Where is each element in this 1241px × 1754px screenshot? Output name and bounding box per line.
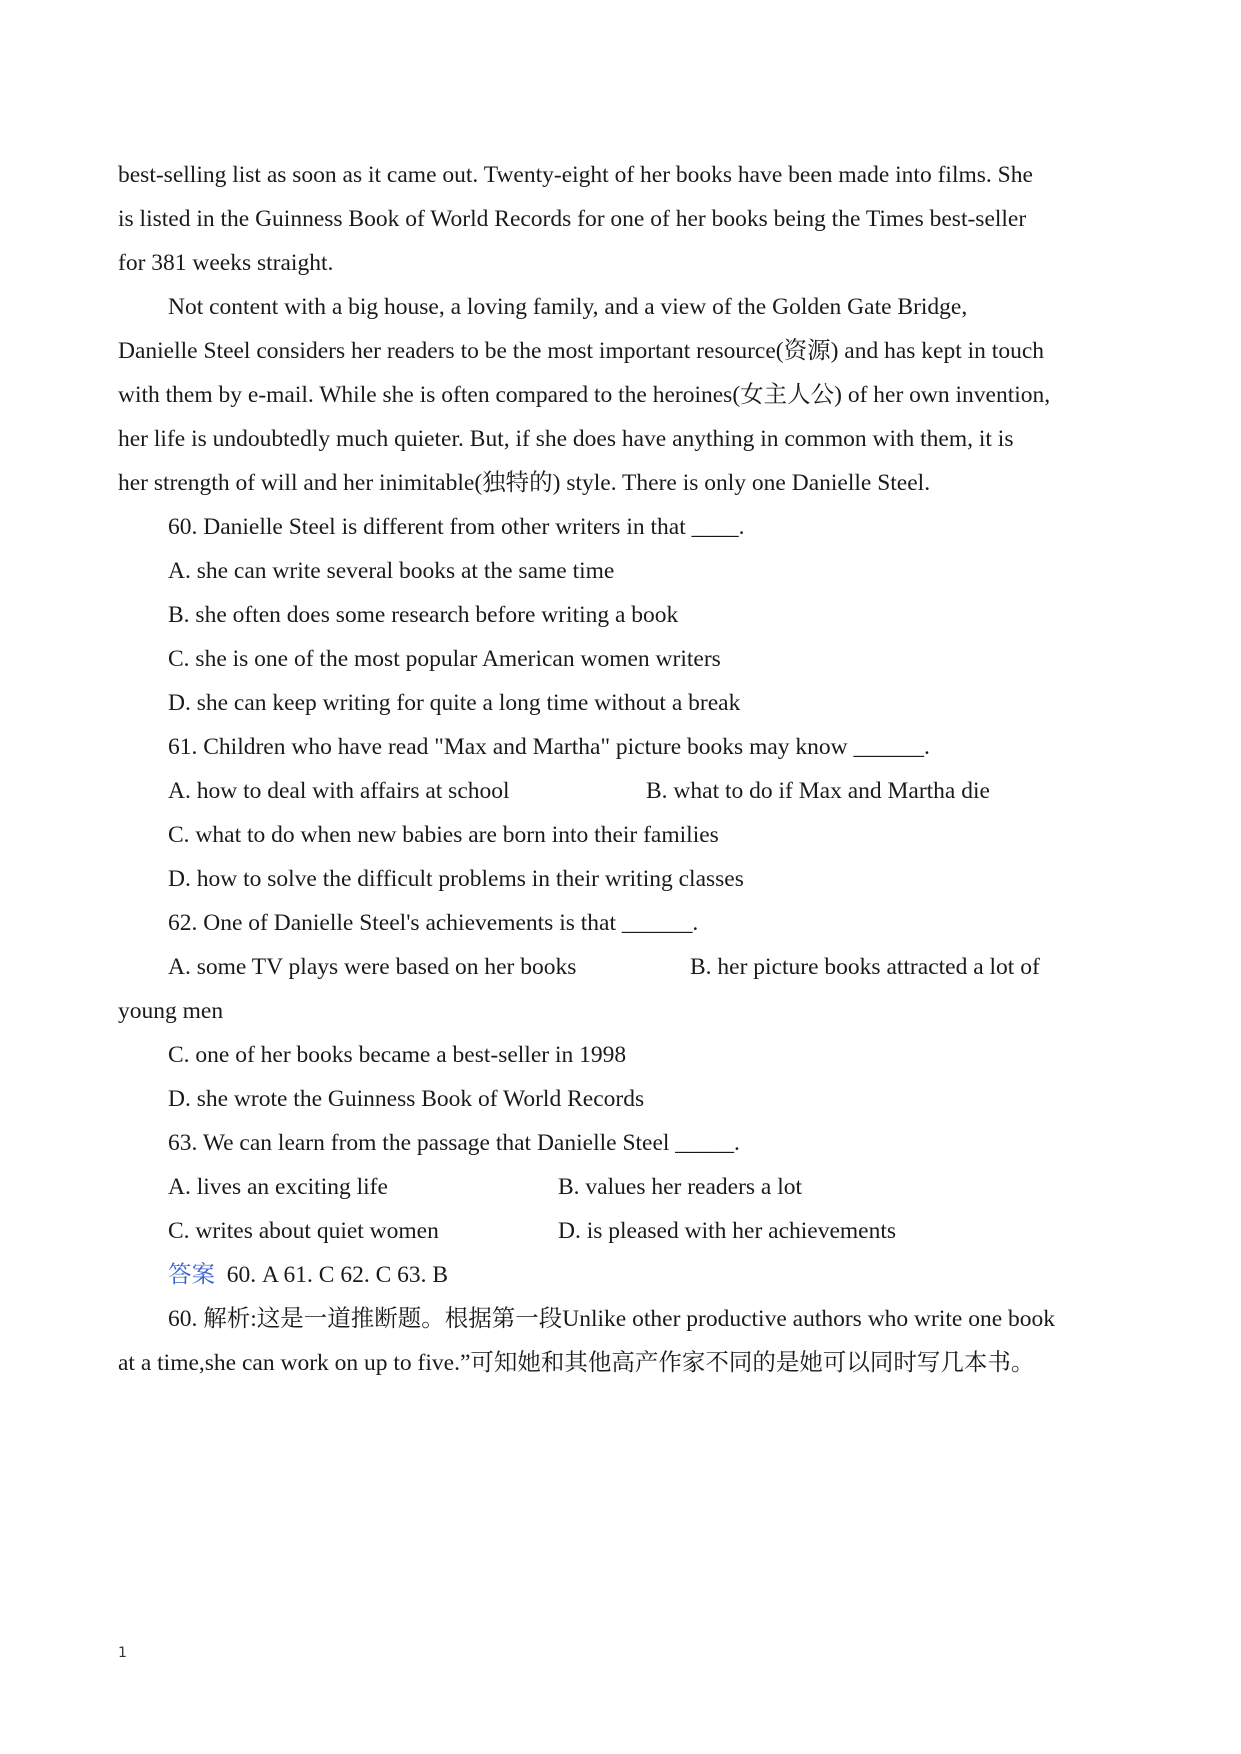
paragraph1-line: for 381 weeks straight. <box>118 250 334 276</box>
paragraph2-line: her strength of will and her inimitable(独特的) style. There is only one Danielle Steel. <box>118 470 931 496</box>
answer-key <box>168 1260 1178 1290</box>
question-62-option-a: A. some TV plays were based on her books <box>168 954 577 980</box>
question-60-option-a: A. she can write several books at the same time <box>168 558 615 584</box>
question-60-option-c: C. she is one of the most popular American women writers <box>168 646 721 672</box>
paragraph2-line: with them by e-mail. While she is often compared to the heroines(女主人公) of her own invention, <box>118 382 1051 408</box>
question-60-option-d: D. she can keep writing for quite a long time without a break <box>168 690 741 716</box>
answer-label: 答案 <box>168 1262 215 1288</box>
paragraph2-line: her life is undoubtedly much quieter. But, if she does have anything in common with them, it is <box>118 426 1014 452</box>
question-63-option-d: D. is pleased with her achievements <box>558 1218 897 1244</box>
question-61-option-b: B. what to do if Max and Martha die <box>646 778 990 804</box>
page-number: 1 <box>118 1645 127 1661</box>
question-61-stem: 61. Children who have read "Max and Martha" picture books may know ______. <box>168 734 930 760</box>
paragraph2-line: Not content with a big house, a loving family, and a view of the Golden Gate Bridge, <box>168 294 968 320</box>
question-63-option-b: B. values her readers a lot <box>558 1174 803 1200</box>
question-61-option-c: C. what to do when new babies are born into their families <box>168 822 719 848</box>
explanation-line: at a time,she can work on up to five.”可知她和其他高产作家不同的是她可以同时写几本书。 <box>118 1350 1035 1376</box>
question-61-option-a: A. how to deal with affairs at school <box>168 778 510 804</box>
question-63-option-a: A. lives an exciting life <box>168 1174 388 1200</box>
paragraph2-line: Danielle Steel considers her readers to be the most important resource(资源) and has kept in touch <box>118 338 1045 364</box>
question-62-option-c: C. one of her books became a best-seller in 1998 <box>168 1042 627 1068</box>
question-62-option-b: B. her picture books attracted a lot of <box>690 954 1040 980</box>
question-60-option-b: B. she often does some research before writing a book <box>168 602 679 628</box>
explanation-line: 60. 解析:这是一道推断题。根据第一段Unlike other productive authors who write one book <box>168 1306 1056 1332</box>
question-62-option-d: D. she wrote the Guinness Book of World Records <box>168 1086 645 1112</box>
question-63-stem: 63. We can learn from the passage that Danielle Steel _____. <box>168 1130 740 1156</box>
question-61-option-d: D. how to solve the difficult problems in their writing classes <box>168 866 744 892</box>
question-62-stem: 62. One of Danielle Steel's achievements is that ______. <box>168 910 699 936</box>
question-63-option-c: C. writes about quiet women <box>168 1218 439 1244</box>
question-60-stem: 60. Danielle Steel is different from other writers in that ____. <box>168 514 745 540</box>
paragraph1-line: best-selling list as soon as it came out. Twenty-eight of her books have been made into films. She <box>118 162 1033 188</box>
answer-text: 60. A 61. C 62. C 63. B <box>226 1262 449 1288</box>
question-62-option-b-continued: young men <box>118 998 224 1024</box>
paragraph1-line: is listed in the Guinness Book of World Records for one of her books being the Times best-seller <box>118 206 1027 232</box>
